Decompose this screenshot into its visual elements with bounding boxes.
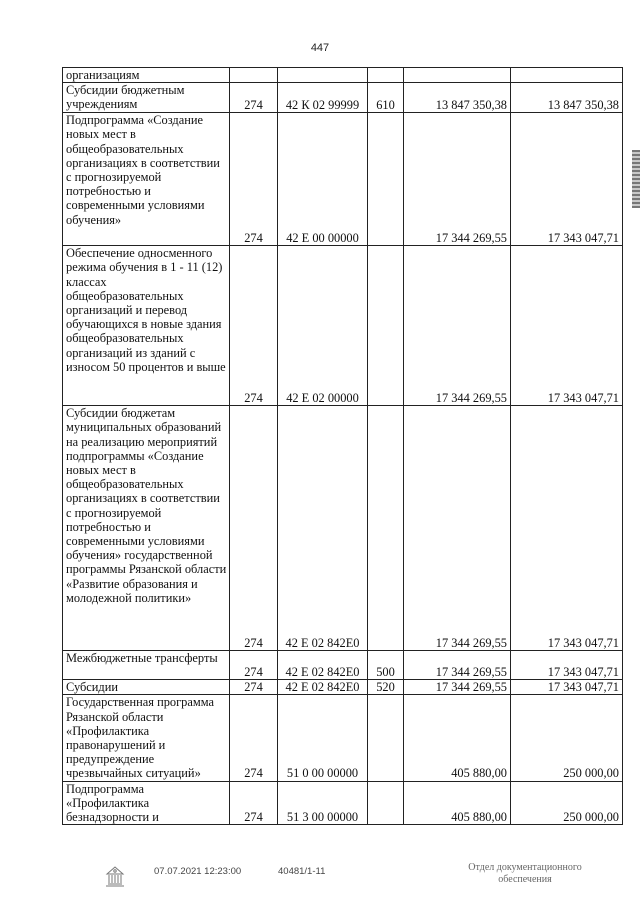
cell-name: Обеспечение односменного режима обучения в 1 - 11 (12) классах общеобразовательных организаций и перевод обучающихся в новые здания общеобразовательных организаций из зданий с износом 50 процентов и выше	[63, 246, 230, 406]
page-number: 447	[310, 42, 330, 54]
cell-amount-2: 17 343 047,71	[511, 406, 623, 651]
cell-grbs: 274	[230, 781, 278, 825]
cell-amount-1: 17 344 269,55	[404, 680, 511, 695]
cell-csr: 51 0 00 00000	[278, 695, 368, 781]
cell-vr	[368, 246, 404, 406]
cell-csr: 42 Е 02 00000	[278, 246, 368, 406]
cell-amount-2: 250 000,00	[511, 781, 623, 825]
cell-csr: 42 К 02 99999	[278, 83, 368, 113]
cell-grbs	[230, 68, 278, 83]
cell-csr: 51 3 00 00000	[278, 781, 368, 825]
cell-name: Межбюджетные трансферты	[63, 651, 230, 680]
table-row	[63, 246, 623, 406]
cell-amount-2	[511, 68, 623, 83]
cell-vr	[368, 113, 404, 246]
cell-csr: 42 Е 02 842Е0	[278, 651, 368, 680]
cell-vr: 520	[368, 680, 404, 695]
cell-grbs: 274	[230, 113, 278, 246]
table-row	[63, 113, 623, 246]
table-row	[63, 680, 623, 695]
cell-grbs: 274	[230, 406, 278, 651]
cell-name: Подпрограмма «Создание новых мест в общеобразовательных организациях в соответствии с прогнозируемой потребностью и современными условиями обучения»	[63, 113, 230, 246]
footer-department-line2: обеспечения	[498, 874, 552, 885]
cell-vr: 610	[368, 83, 404, 113]
budget-table	[62, 67, 623, 825]
footer-department	[450, 862, 600, 886]
cell-csr	[278, 68, 368, 83]
cell-amount-2: 17 343 047,71	[511, 246, 623, 406]
footer-doc-number: 40481/1-11	[278, 866, 326, 877]
cell-amount-1: 17 344 269,55	[404, 113, 511, 246]
cell-name: организациям	[63, 68, 230, 83]
cell-vr	[368, 68, 404, 83]
cell-grbs: 274	[230, 680, 278, 695]
table-row	[63, 83, 623, 113]
table-row	[63, 695, 623, 781]
cell-amount-1: 17 344 269,55	[404, 246, 511, 406]
cell-amount-2: 17 343 047,71	[511, 680, 623, 695]
budget-table-body	[63, 68, 623, 825]
cell-name: Субсидии бюджетам муниципальных образований на реализацию мероприятий подпрограммы «Создание новых мест в общеобразовательных организациях в соответствии с прогнозируемой потребностью и современными условиями обучения» государственной программы Рязанской области «Развитие образования и молодежной политики»	[63, 406, 230, 651]
cell-amount-2: 17 343 047,71	[511, 651, 623, 680]
table-row	[63, 651, 623, 680]
table-row	[63, 68, 623, 83]
cell-name: Подпрограмма «Профилактика безнадзорности и	[63, 781, 230, 825]
cell-grbs: 274	[230, 651, 278, 680]
table-row	[63, 406, 623, 651]
cell-amount-1	[404, 68, 511, 83]
cell-vr	[368, 781, 404, 825]
cell-grbs: 274	[230, 83, 278, 113]
cell-amount-2: 17 343 047,71	[511, 113, 623, 246]
cell-vr	[368, 406, 404, 651]
cell-amount-2: 13 847 350,38	[511, 83, 623, 113]
cell-amount-1: 405 880,00	[404, 781, 511, 825]
cell-amount-1: 17 344 269,55	[404, 651, 511, 680]
cell-amount-1: 13 847 350,38	[404, 83, 511, 113]
cell-name: Государственная программа Рязанской области «Профилактика правонарушений и предупреждение чрезвычайных ситуаций»	[63, 695, 230, 781]
cell-name: Субсидии	[63, 680, 230, 695]
footer-department-line1: Отдел документационного	[468, 862, 582, 873]
cell-csr: 42 Е 02 842Е0	[278, 406, 368, 651]
cell-csr: 42 Е 00 00000	[278, 113, 368, 246]
cell-amount-1: 17 344 269,55	[404, 406, 511, 651]
cell-name: Субсидии бюджетным учреждениям	[63, 83, 230, 113]
cell-vr	[368, 695, 404, 781]
cell-csr: 42 Е 02 842Е0	[278, 680, 368, 695]
cell-grbs: 274	[230, 246, 278, 406]
page-footer	[0, 862, 640, 892]
building-seal-icon	[102, 864, 128, 888]
footer-datetime: 07.07.2021 12:23:00	[154, 866, 242, 877]
cell-amount-1: 405 880,00	[404, 695, 511, 781]
table-row	[63, 781, 623, 825]
scan-edge-mark	[632, 150, 640, 208]
cell-amount-2: 250 000,00	[511, 695, 623, 781]
cell-grbs: 274	[230, 695, 278, 781]
cell-vr: 500	[368, 651, 404, 680]
